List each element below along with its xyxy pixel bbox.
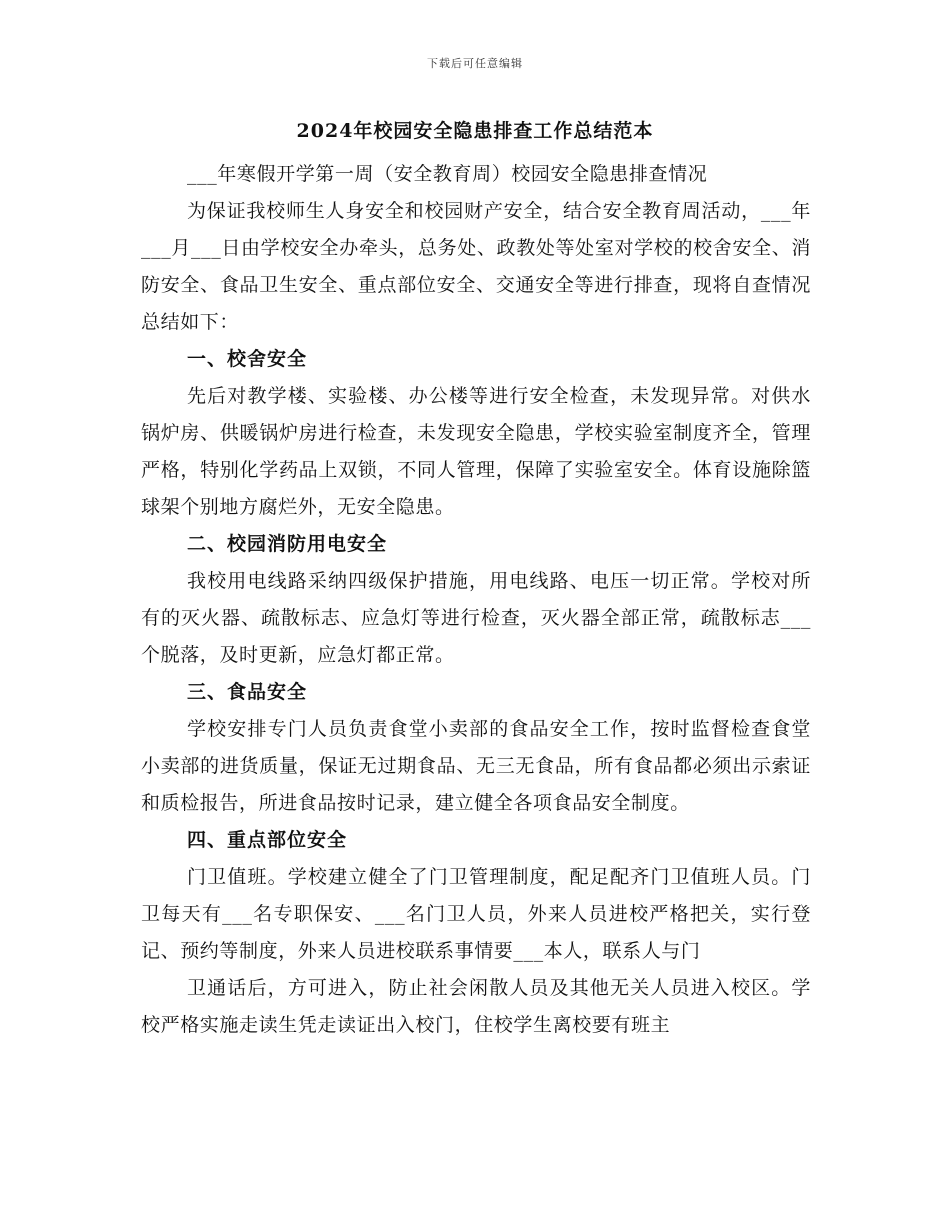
section-heading-building-safety: 一、校舍安全: [187, 348, 308, 370]
section-heading-key-area-safety: 四、重点部位安全: [187, 829, 348, 851]
intro-paragraph: 为保证我校师生人身安全和校园财产安全，结合安全教育周活动，___年___月___日由学校安全办牵头，总务处、政教处等处室对学校的校舍安全、消防安全、食品卫生安全、重点部位安全、交通安全等进行排查，现将自查情况总结如下：: [141, 200, 811, 333]
section-heading-food-safety: 三、食品安全: [187, 681, 308, 703]
section-paragraph: 卫通话后，方可进入，防止社会闲散人员及其他无关人员进入校区。学校严格实施走读生凭走读证出入校门，住校学生离校要有班主: [141, 977, 811, 1036]
section-paragraph: 门卫值班。学校建立健全了门卫管理制度，配足配齐门卫值班人员。门卫每天有___名专职保安、___名门卫人员，外来人员进校严格把关，实行登记、预约等制度，外来人员进校联系事情要___本人，联系人与门: [141, 866, 811, 962]
subtitle-paragraph: ___年寒假开学第一周（安全教育周）校园安全隐患排查情况: [187, 163, 708, 185]
header-note: 下载后可任意编辑: [427, 57, 523, 70]
section-heading-fire-electric-safety: 二、校园消防用电安全: [187, 533, 388, 555]
section-paragraph: 我校用电线路采纳四级保护措施，用电线路、电压一切正常。学校对所有的灭火器、疏散标志、应急灯等进行检查，灭火器全部正常，疏散标志___个脱落，及时更新，应急灯都正常。: [141, 570, 811, 666]
section-paragraph: 学校安排专门人员负责食堂小卖部的食品安全工作，按时监督检查食堂小卖部的进货质量，保证无过期食品、无三无食品，所有食品都必须出示索证和质检报告，所进食品按时记录，建立健全各项食品安全制度。: [141, 718, 811, 814]
document-title: 2024年校园安全隐患排查工作总结范本: [296, 120, 654, 142]
section-paragraph: 先后对教学楼、实验楼、办公楼等进行安全检查，未发现异常。对供水锅炉房、供暖锅炉房进行检查，未发现安全隐患，学校实验室制度齐全，管理严格，特别化学药品上双锁，不同人管理，保障了实验室安全。体育设施除篮球架个别地方腐烂外，无安全隐患。: [141, 385, 811, 518]
document-body: [141, 156, 811, 1044]
